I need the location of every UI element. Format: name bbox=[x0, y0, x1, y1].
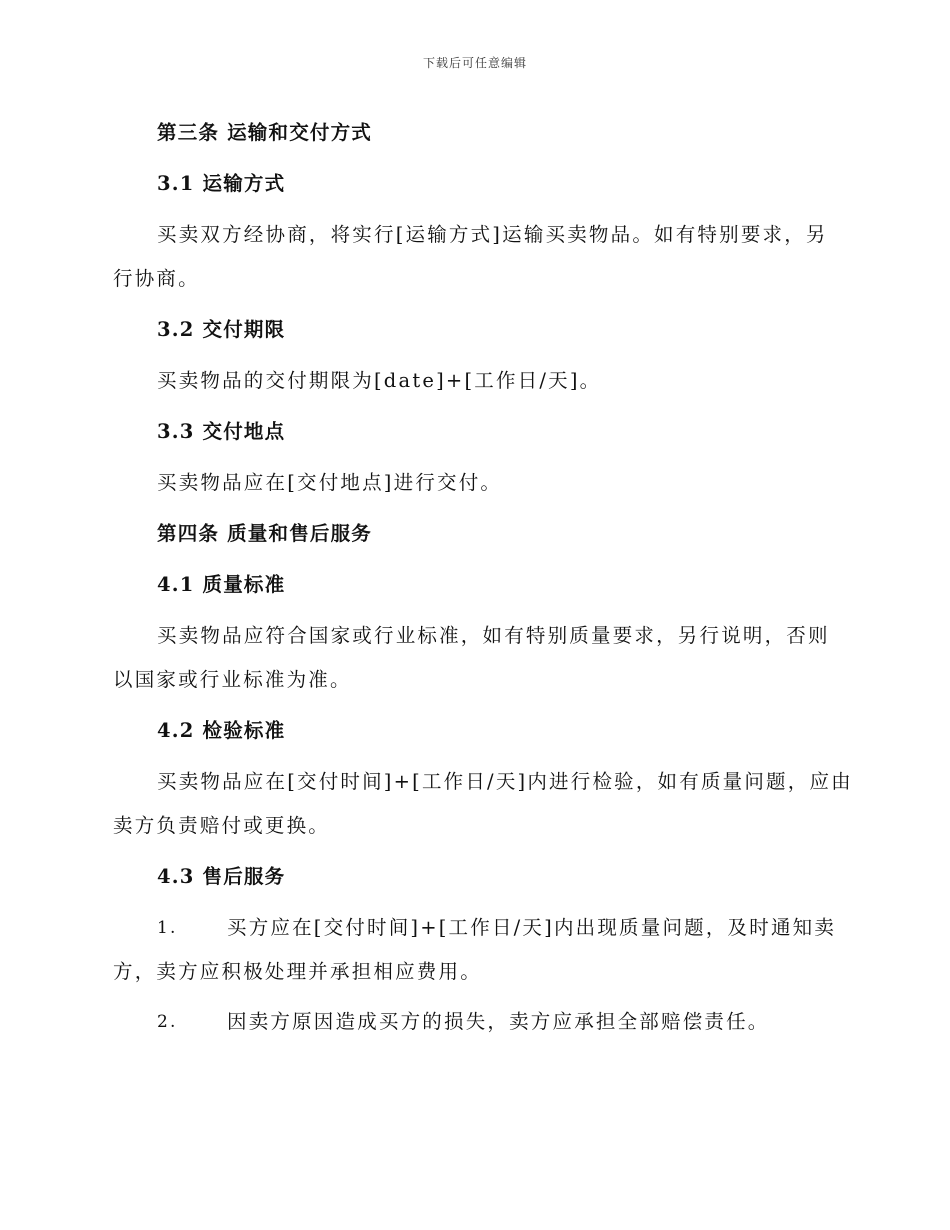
article-3-title: 第三条 运输和交付方式 bbox=[157, 121, 372, 144]
section-3-3-title: 3.3 交付地点 bbox=[157, 420, 286, 443]
paragraph-line: 买卖物品应在[交付地点]进行交付。 bbox=[157, 471, 503, 494]
section-4-3-item-1 bbox=[113, 906, 837, 994]
list-item bbox=[113, 906, 837, 950]
section-4-3-title: 4.3 售后服务 bbox=[157, 865, 286, 888]
header-note: 下载后可任意编辑 bbox=[422, 56, 527, 70]
section-3-2-title: 3.2 交付期限 bbox=[157, 318, 286, 341]
list-item-text: 买方应在[交付时间]+[工作日/天]内出现质量问题，及时通知卖 bbox=[227, 916, 837, 939]
paragraph-line: 买卖双方经协商，将实行[运输方式]运输买卖物品。如有特别要求，另 bbox=[157, 223, 828, 246]
section-3-2-paragraph bbox=[113, 359, 837, 403]
list-item bbox=[113, 1000, 837, 1044]
list-item-number: 1. bbox=[157, 918, 178, 938]
article-4-title: 第四条 质量和售后服务 bbox=[157, 522, 372, 545]
paragraph-line: 行协商。 bbox=[113, 267, 200, 290]
list-item-text: 因卖方原因造成买方的损失，卖方应承担全部赔偿责任。 bbox=[227, 1010, 770, 1033]
paragraph-line: 买卖物品应在[交付时间]+[工作日/天]内进行检验，如有质量问题，应由 bbox=[157, 770, 853, 793]
paragraph-line: 卖方负责赔付或更换。 bbox=[113, 814, 331, 837]
list-item-number: 2. bbox=[157, 1012, 178, 1032]
document-body bbox=[113, 104, 853, 1050]
section-4-2-title: 4.2 检验标准 bbox=[157, 719, 286, 742]
section-4-2-paragraph bbox=[113, 760, 853, 848]
list-item-continuation: 方，卖方应积极处理并承担相应费用。 bbox=[113, 960, 482, 983]
section-4-1-paragraph bbox=[113, 614, 837, 702]
paragraph-line: 买卖物品应符合国家或行业标准，如有特别质量要求，另行说明，否则 bbox=[157, 624, 830, 647]
section-3-3-paragraph bbox=[113, 461, 837, 505]
paragraph-line: 买卖物品的交付期限为[date]+[工作日/天]。 bbox=[157, 369, 602, 392]
section-3-1-title: 3.1 运输方式 bbox=[157, 172, 286, 195]
section-3-1-paragraph bbox=[113, 213, 837, 301]
section-4-1-title: 4.1 质量标准 bbox=[157, 573, 286, 596]
section-4-3-item-2 bbox=[113, 1000, 837, 1044]
paragraph-line: 以国家或行业标准为准。 bbox=[113, 668, 352, 691]
